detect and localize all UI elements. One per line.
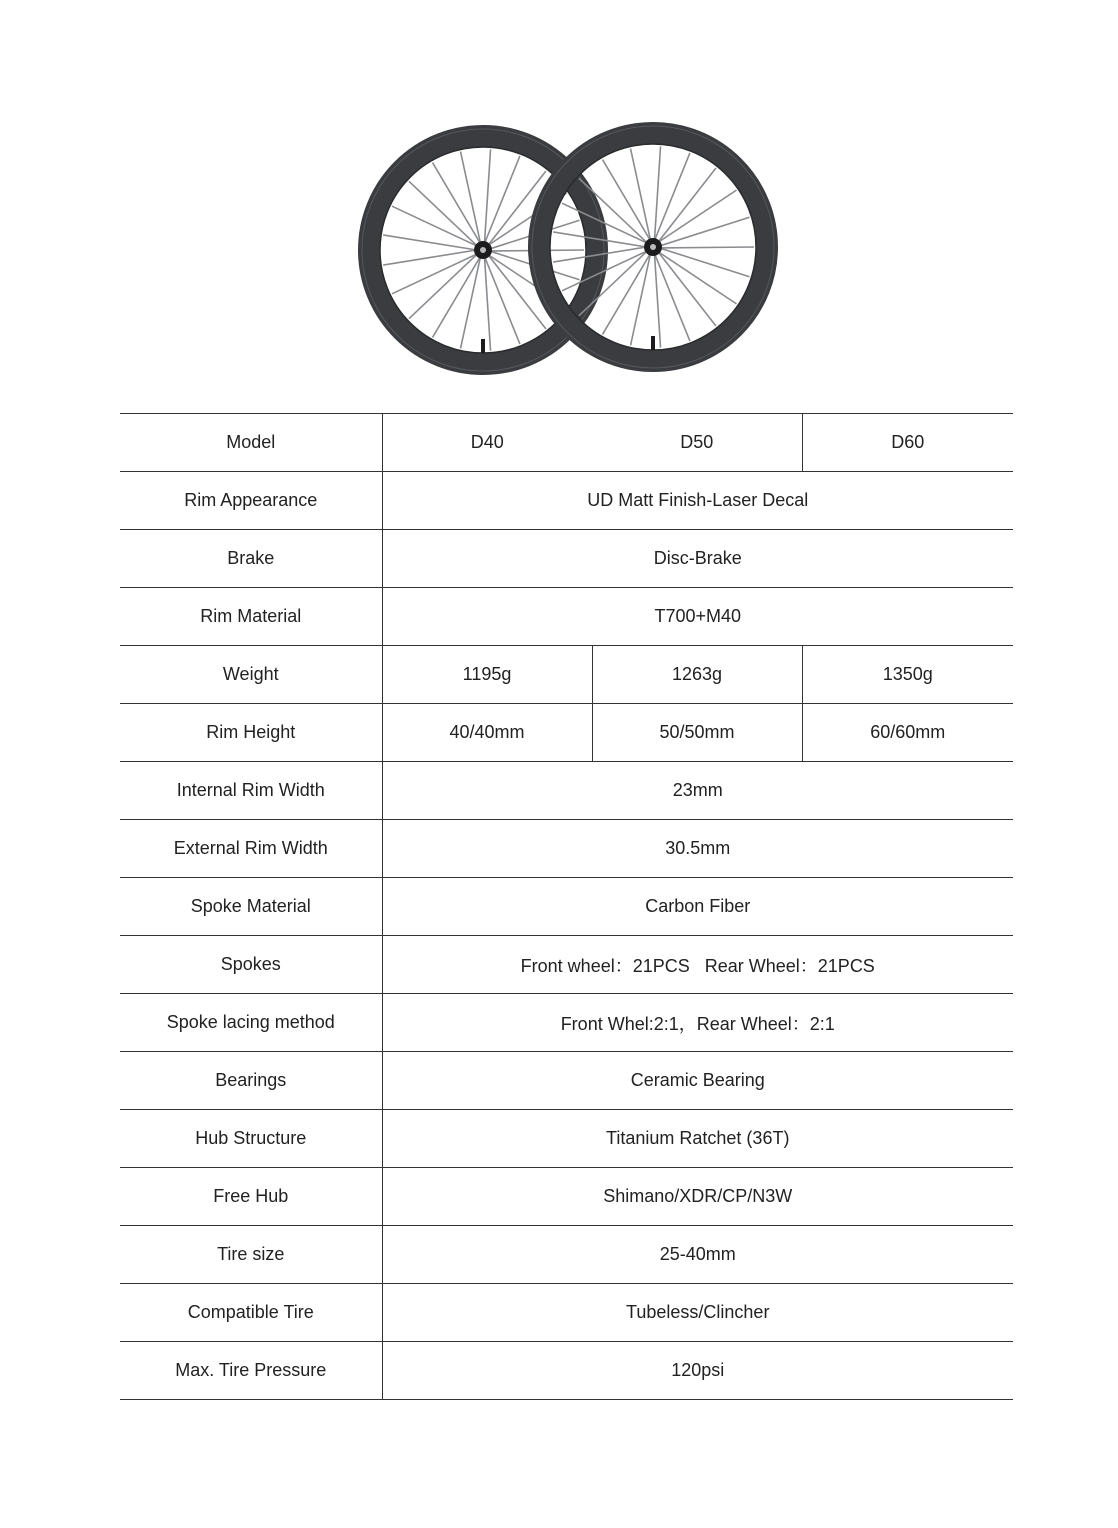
- table-row-max-tire-pressure: [120, 1342, 1013, 1400]
- table-row-tire-size: [120, 1226, 1013, 1284]
- row-value: Front wheel：21PCS Rear Wheel：21PCS: [382, 936, 1013, 994]
- row-label: Brake: [120, 530, 382, 588]
- row-label: Spoke lacing method: [120, 994, 382, 1052]
- row-value: 120psi: [382, 1342, 1013, 1400]
- weight-d50: 1263g: [592, 646, 802, 704]
- row-label: Spokes: [120, 936, 382, 994]
- row-value: T700+M40: [382, 588, 1013, 646]
- row-label: Bearings: [120, 1052, 382, 1110]
- table-row-free-hub: [120, 1168, 1013, 1226]
- row-value: Front Whel:2:1，Rear Wheel：2:1: [382, 994, 1013, 1052]
- table-row-rim-height: [120, 704, 1013, 762]
- table-row-rim-appearance: [120, 472, 1013, 530]
- row-label: Rim Height: [120, 704, 382, 762]
- row-value: 23mm: [382, 762, 1013, 820]
- table-row-external-rim-width: [120, 820, 1013, 878]
- row-label: Compatible Tire: [120, 1284, 382, 1342]
- weight-d40: 1195g: [382, 646, 592, 704]
- row-value: UD Matt Finish-Laser Decal: [382, 472, 1013, 530]
- rear-wheel-graphic: [532, 126, 774, 368]
- table-row-spokes: [120, 936, 1013, 994]
- row-label: Hub Structure: [120, 1110, 382, 1168]
- row-value: Tubeless/Clincher: [382, 1284, 1013, 1342]
- row-label: Rim Appearance: [120, 472, 382, 530]
- row-label: Rim Material: [120, 588, 382, 646]
- row-value: 30.5mm: [382, 820, 1013, 878]
- row-value: Shimano/XDR/CP/N3W: [382, 1168, 1013, 1226]
- row-label: Internal Rim Width: [120, 762, 382, 820]
- table-row-spoke-lacing: [120, 994, 1013, 1052]
- wheelset-image: [350, 115, 780, 385]
- row-label: Tire size: [120, 1226, 382, 1284]
- row-label: Model: [120, 414, 382, 472]
- row-value: Disc-Brake: [382, 530, 1013, 588]
- model-d60: D60: [802, 414, 1013, 472]
- table-row-bearings: [120, 1052, 1013, 1110]
- row-value: Ceramic Bearing: [382, 1052, 1013, 1110]
- row-value: Carbon Fiber: [382, 878, 1013, 936]
- model-d50: D50: [592, 414, 802, 472]
- spec-table: [120, 413, 1013, 1400]
- table-row-weight: [120, 646, 1013, 704]
- row-label: Max. Tire Pressure: [120, 1342, 382, 1400]
- weight-d60: 1350g: [802, 646, 1013, 704]
- row-value: Titanium Ratchet (36T): [382, 1110, 1013, 1168]
- table-row-compatible-tire: [120, 1284, 1013, 1342]
- row-label: Spoke Material: [120, 878, 382, 936]
- rim-height-d50: 50/50mm: [592, 704, 802, 762]
- table-row-rim-material: [120, 588, 1013, 646]
- table-row-hub-structure: [120, 1110, 1013, 1168]
- table-row-model: [120, 414, 1013, 472]
- row-label: External Rim Width: [120, 820, 382, 878]
- table-row-internal-rim-width: [120, 762, 1013, 820]
- row-label: Weight: [120, 646, 382, 704]
- table-row-spoke-material: [120, 878, 1013, 936]
- row-value: 25-40mm: [382, 1226, 1013, 1284]
- row-label: Free Hub: [120, 1168, 382, 1226]
- model-d40: D40: [382, 414, 592, 472]
- rim-height-d60: 60/60mm: [802, 704, 1013, 762]
- rim-height-d40: 40/40mm: [382, 704, 592, 762]
- table-row-brake: [120, 530, 1013, 588]
